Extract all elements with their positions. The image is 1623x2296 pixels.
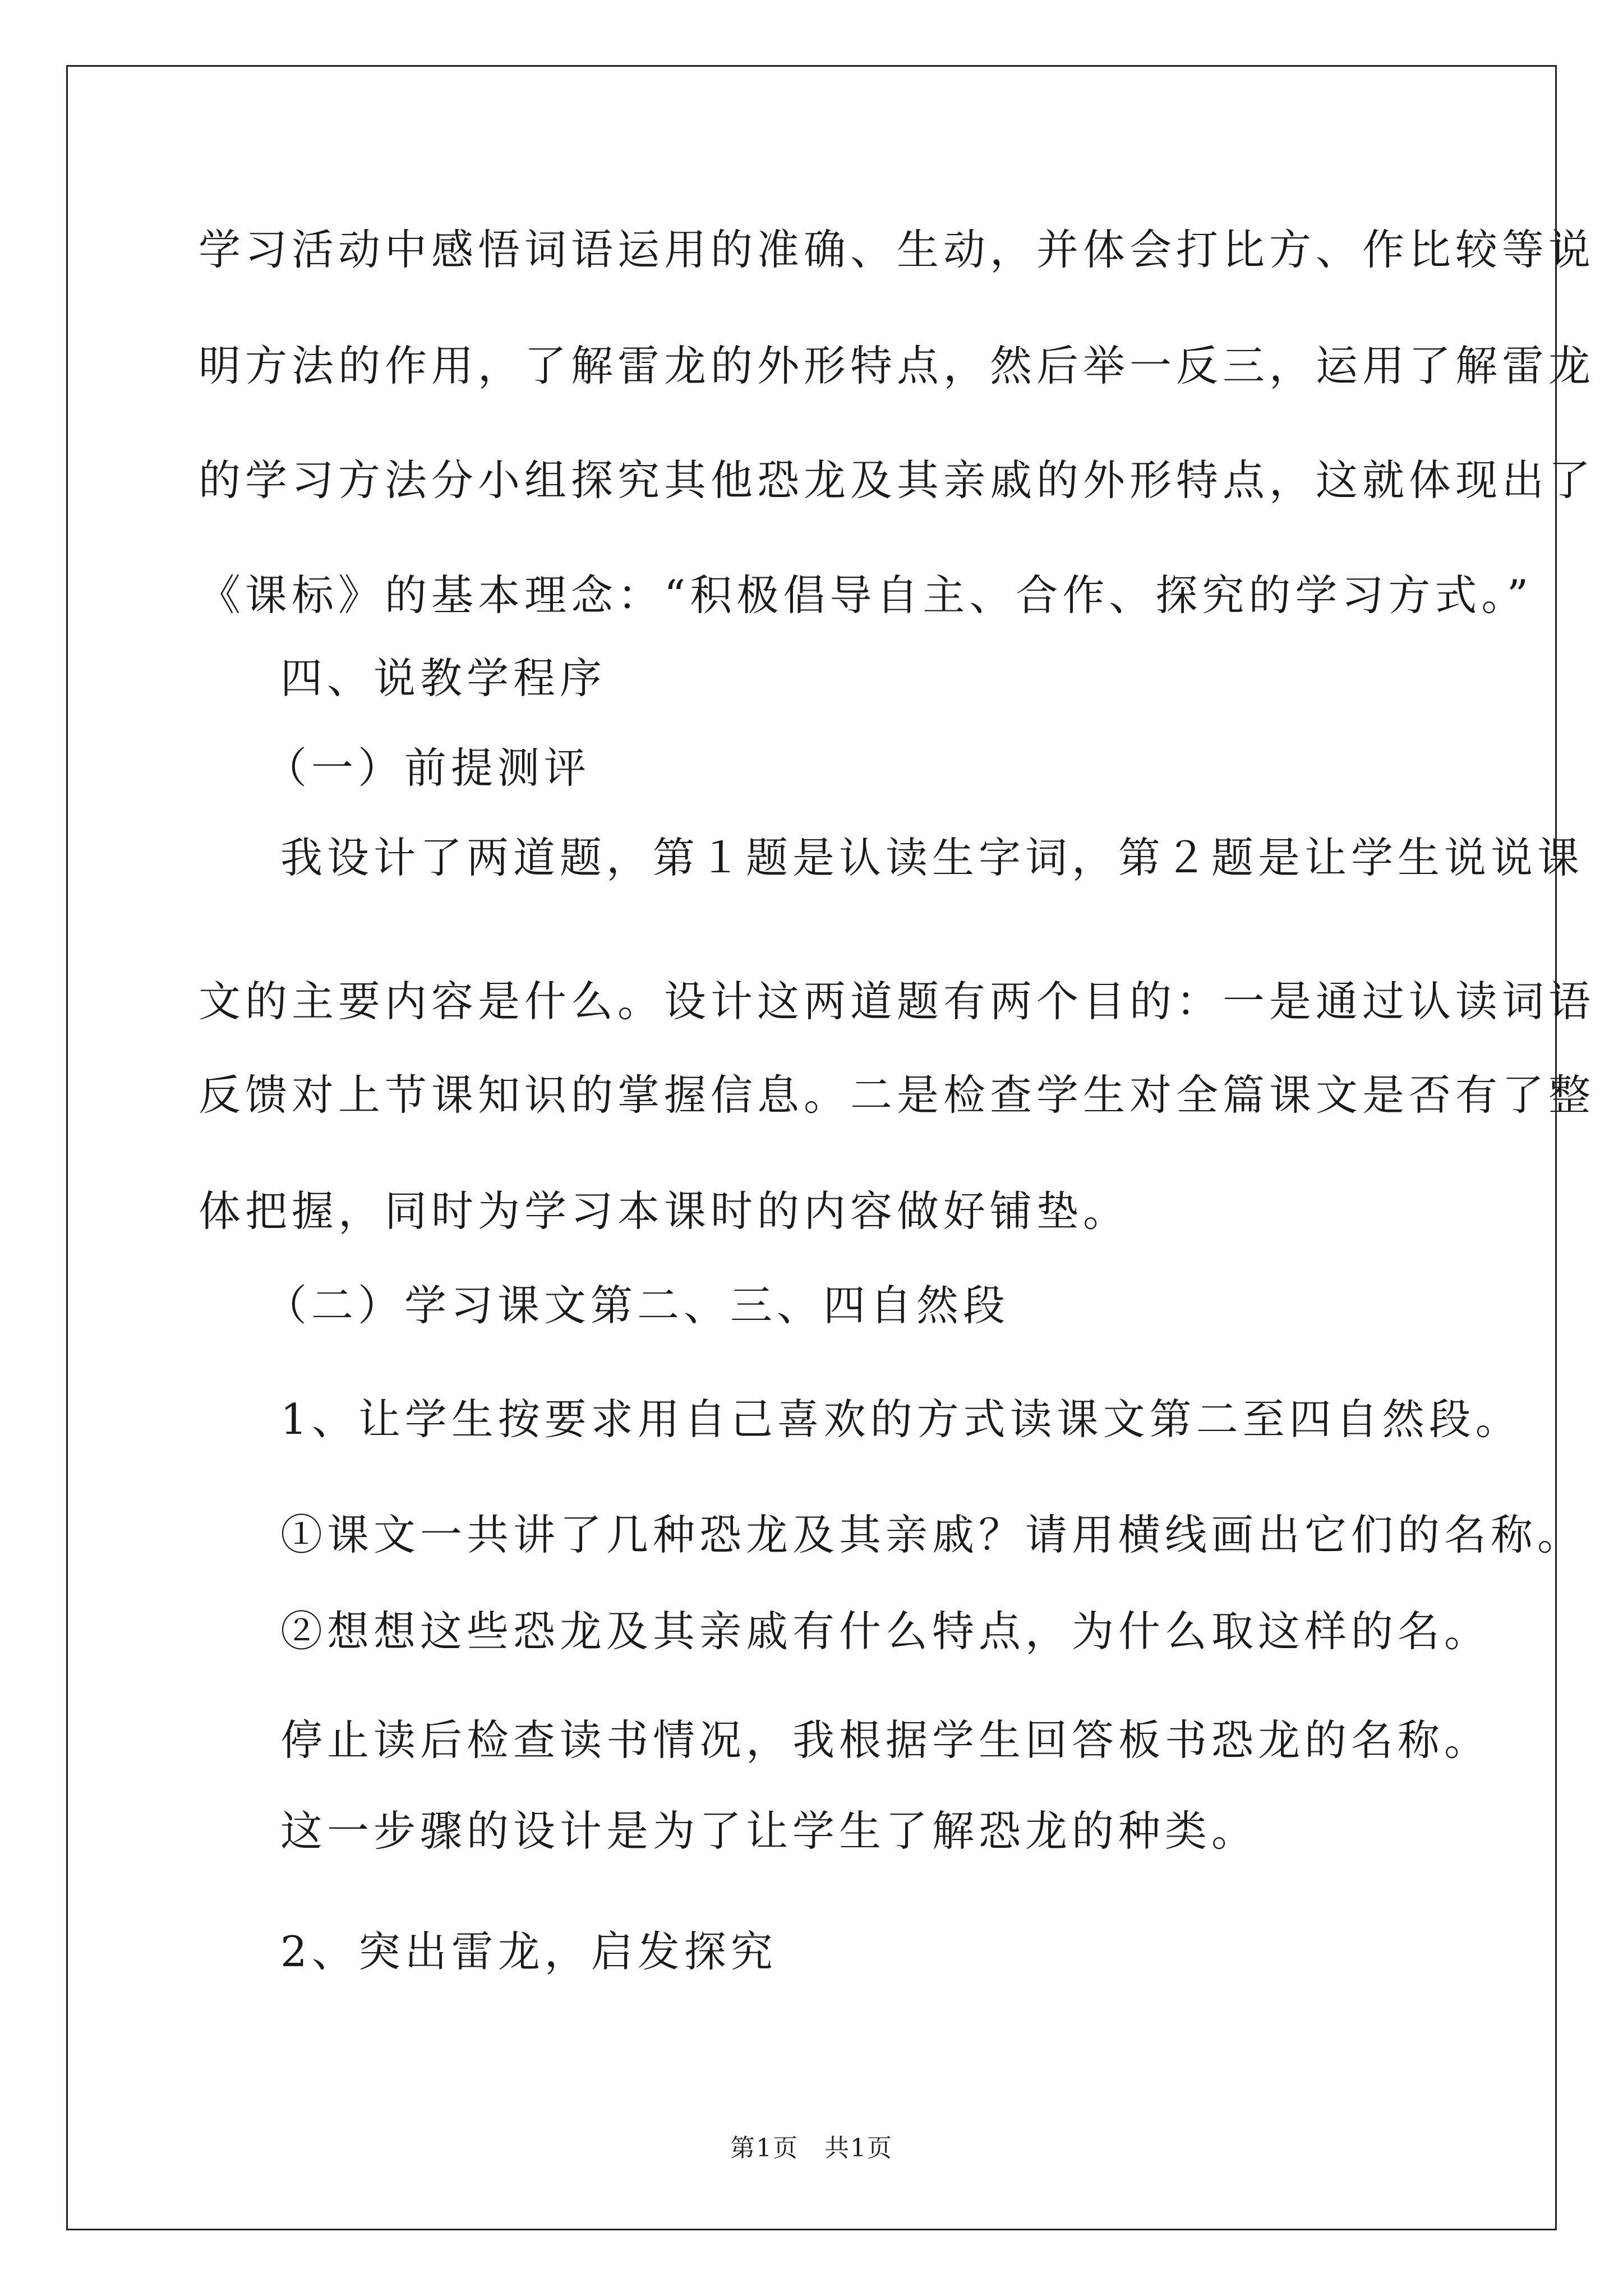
- section-heading: 四、说教学程序: [280, 654, 607, 703]
- list-item: 1、让学生按要求用自己喜欢的方式读课文第二至四自然段。: [280, 1395, 1522, 1444]
- text-line: 我设计了两道题，第１题是认读生字词，第２题是让学生说说课: [280, 833, 1584, 882]
- list-item: 2、突出雷龙，启发探究: [280, 1927, 777, 1976]
- text-line: 文的主要内容是什么。设计这两道题有两个目的：一是通过认读词语: [199, 977, 1596, 1026]
- subsection-heading: （一）前提测评: [265, 743, 591, 793]
- text-line: 体把握，同时为学习本课时的内容做好铺垫。: [199, 1186, 1130, 1236]
- text-line: 这一步骤的设计是为了让学生了解恐龙的种类。: [280, 1806, 1258, 1856]
- text-line: 学习活动中感悟词语运用的准确、生动，并体会打比方、作比较等说: [199, 225, 1596, 274]
- list-item: ①课文一共讲了几种恐龙及其亲戚？请用横线画出它们的名称。: [280, 1510, 1584, 1559]
- text-line: 的学习方法分小组探究其他恐龙及其亲戚的外形特点，这就体现出了: [199, 455, 1596, 505]
- text-line: 明方法的作用，了解雷龙的外形特点，然后举一反三，运用了解雷龙: [199, 341, 1596, 390]
- text-line: 《课标》的基本理念：“积极倡导自主、合作、探究的学习方式。”: [199, 570, 1533, 620]
- text-line: 反馈对上节课知识的掌握信息。二是检查学生对全篇课文是否有了整: [199, 1070, 1596, 1120]
- subsection-heading: （二）学习课文第二、三、四自然段: [265, 1281, 1010, 1330]
- text-line: 停止读后检查读书情况，我根据学生回答板书恐龙的名称。: [280, 1715, 1491, 1765]
- page-footer: 第1页 共1页: [730, 2134, 893, 2162]
- list-item: ②想想这些恐龙及其亲戚有什么特点，为什么取这样的名。: [280, 1607, 1491, 1656]
